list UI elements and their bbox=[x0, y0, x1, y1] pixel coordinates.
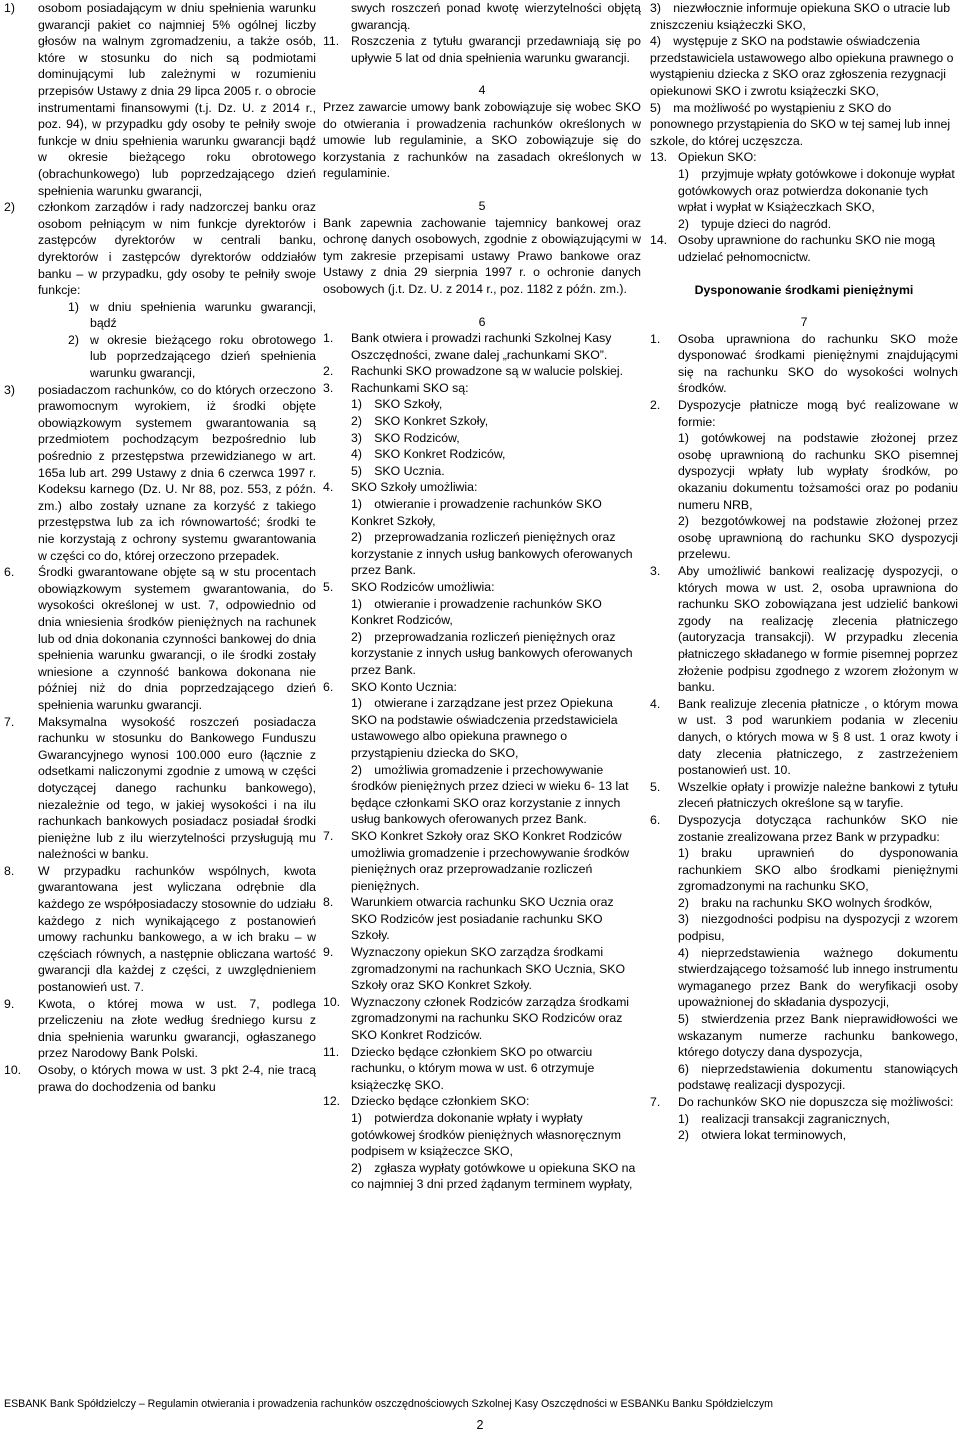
list-item bbox=[323, 1044, 641, 1094]
section-number: 6 bbox=[478, 314, 486, 329]
item-text: Kwota, o której mowa w ust. 7, podlega przeliczeniu na złote według średniego kursu z dnia spełnienia warunku gwarancji, ogłaszanego przez Narodowy Bank Polski. bbox=[38, 996, 316, 1061]
list-item bbox=[650, 812, 958, 1094]
sub-list-item: 1) potwierdza dokonanie wpłaty i wypłaty gotówkowej środków pieniężnych własnoręcznym podpisem w książeczce SKO, bbox=[351, 1111, 621, 1159]
page-footer: ESBANK Bank Spółdzielczy – Regulamin otwierania i prowadzenia rachunków oszczędnościowych Szkolnej Kasy Oszczędności w ESBANKu Banku Spółdzielczym bbox=[4, 1398, 773, 1410]
item-text: posiadaczom rachunków, co do których orzeczono prawomocnym wyrokiem, iż środki objęte obowiązkowym systemem gwarantowania są przedmiotem pochodzącym bezpośrednio lub pośrednio z przestępstwa przewidzianego w art. 165a lub art. 299 Ustawy z dnia 6 czerwca 1997 r. Kodeksu karnego (Dz. U. Nr 88, poz. 553, z późn. zm.) albo zostały uznane za korzyść z takiego przestępstwa lub za ich równowartość; środki te nie korzystają z ochrony systemu gwarantowania w części co do, której orzeczono przepadek. bbox=[38, 382, 316, 563]
item-number: 1) bbox=[68, 299, 79, 314]
item-text: Do rachunków SKO nie dopuszcza się możliwości: bbox=[678, 1095, 954, 1109]
list-item bbox=[650, 563, 958, 696]
item-text: Dziecko będące członkiem SKO: bbox=[351, 1094, 530, 1109]
item-text: W przypadku rachunków wspólnych, kwota gwarantowana jest wyliczana odrębnie dla każdego ze współposiadaczy stosownie do udziału każdego z nich wynikającego z postanowień umowy rachunku bankowego, a w ich braku – w częściach równych, a następnie obliczana wartość gwarancji dla każdej z części, z uwzględnieniem postanowień ust. 7. bbox=[38, 863, 316, 995]
sub-list-item bbox=[4, 332, 316, 382]
list-item bbox=[323, 479, 641, 579]
list-item bbox=[4, 1062, 316, 1095]
item-number: 2) bbox=[68, 332, 79, 347]
item-text: Rachunki SKO prowadzone są w walucie polskiej. bbox=[351, 364, 624, 379]
sub-list-item: 3) SKO Rodziców, bbox=[351, 430, 460, 445]
list-item bbox=[323, 944, 641, 994]
sub-list-item: 1) otwieranie i prowadzenie rachunków SKO Konkret Rodziców, bbox=[351, 596, 602, 628]
list-item bbox=[4, 564, 316, 713]
list-item bbox=[650, 149, 958, 232]
page-number: 2 bbox=[476, 1418, 484, 1432]
paragraph: Bank zapewnia zachowanie tajemnicy bankowej oraz ochronę danych osobowych, zgodnie z obowiązującymi w tym zakresie przepisami ustawy Prawo bankowe oraz Ustawy z dnia 29 sierpnia 1997 r. o ochronie danych osobowych (j.t. Dz. U. z 2014 r., poz. 1182 z późn. zm.). bbox=[323, 215, 641, 296]
sub-list-item: 5) ma możliwość po wystąpieniu z SKO do ponownego przystąpienia do SKO w tej samej lub innej szkole, do której uczęszcza. bbox=[650, 100, 951, 148]
list-item bbox=[650, 1094, 958, 1144]
item-number: 2. bbox=[650, 398, 661, 413]
item-number: 5. bbox=[650, 779, 661, 794]
item-text: SKO Konkret Szkoły oraz SKO Konkret Rodziców umożliwia gromadzenie i przechowywanie środków pieniężnych oraz przeprowadzanie rozliczeń pieniężnych. bbox=[351, 828, 630, 893]
item-number: 14. bbox=[650, 233, 668, 248]
list-item bbox=[650, 397, 958, 563]
sub-list-item: 4) nieprzedstawienia ważnego dokumentu stwierdzającego tożsamość lub innego instrumentu wymaganego przez Bank do weryfikacji osoby upoważnionej do składania dyspozycji, bbox=[678, 945, 958, 1010]
item-number: 8. bbox=[4, 863, 15, 878]
item-number: 9. bbox=[323, 945, 334, 960]
column-left bbox=[4, 0, 316, 1095]
item-number: 6. bbox=[650, 812, 661, 827]
section-heading: Dysponowanie środkami pieniężnymi bbox=[694, 282, 914, 297]
sub-list-item: 1) przyjmuje wpłaty gotówkowe i dokonuje wypłat gotówkowych oraz potwierdza dokonanie tych wpłat i wypłat w Książeczkach SKO, bbox=[678, 166, 955, 215]
item-number: 1. bbox=[323, 331, 334, 346]
item-text: SKO Konto Ucznia: bbox=[351, 679, 457, 694]
item-text: SKO Szkoły umożliwia: bbox=[351, 480, 478, 495]
list-item bbox=[323, 679, 641, 828]
item-text: Aby umożliwić bankowi realizację dyspozycji, o których mowa w ust. 2, osoba uprawniona do rachunku SKO zobowiązana jest udzielić bankowi zgody na realizację zlecenia płatniczego (autoryzacja transakcji). W przypadku zlecenia płatniczego składanego w formie pisemnej poprzez złożenie podpisu zgodnego z wzorem złożonym w banku. bbox=[678, 564, 958, 695]
sub-list-item: 3) niezgodności podpisu na dyspozycji z wzorem podpisu, bbox=[678, 912, 958, 944]
list-item bbox=[323, 33, 641, 66]
item-number: 11. bbox=[323, 1044, 340, 1059]
item-number: 10. bbox=[323, 994, 341, 1009]
item-number: 10. bbox=[4, 1063, 22, 1077]
paragraph: Przez zawarcie umowy bank zobowiązuje się wobec SKO do otwierania i prowadzenia rachunków określonych w umowie lub regulaminie, a SKO zobowiązuje się do korzystania z rachunków na zasadach określonych w regulaminie. bbox=[323, 99, 641, 181]
item-number: 5. bbox=[323, 580, 334, 594]
item-text: Dyspozycja dotycząca rachunków SKO nie zostanie zrealizowana przez Bank w przypadku: bbox=[678, 812, 958, 844]
item-text: Opiekun SKO: bbox=[678, 150, 757, 165]
item-number: 2) bbox=[4, 200, 15, 215]
list-item bbox=[4, 0, 316, 199]
sub-list-item: 3) niezwłocznie informuje opiekuna SKO o utracie lub zniszczeniu książeczki SKO, bbox=[650, 1, 951, 32]
list-item bbox=[323, 579, 641, 679]
item-number: 7. bbox=[650, 1095, 661, 1109]
sub-list-item: 2) bezgotówkowej na podstawie złożonej przez osobę uprawnioną do rachunku SKO dyspozycji przelewu. bbox=[678, 514, 958, 562]
sub-list-item: 1) realizacji transakcji zagranicznych, bbox=[678, 1111, 890, 1126]
list-item bbox=[323, 828, 641, 894]
item-text: Wyznaczony członek Rodziców zarządza środkami zgromadzonymi na rachunku SKO Rodziców oraz SKO Konkret Rodziców. bbox=[351, 994, 630, 1043]
sub-list-item: 4) SKO Konkret Rodziców, bbox=[351, 447, 506, 462]
item-number: 4. bbox=[650, 696, 661, 711]
item-number: 11. bbox=[323, 34, 340, 49]
item-text: osobom posiadającym w dniu spełnienia warunku gwarancji pakiet co najmniej 5% ogólnej liczby głosów na walnym zgromadzeniu, a także osób, które w stosunku do nich są podmiotami dominującymi lub zależnymi w rozumieniu przepisów Ustawy z dnia 29 lipca 2005 r. o obrocie instrumentami finansowymi (t.j. Dz. U. z 2014 r., poz. 94), w przypadku gdy osoby te pełniły swoje funkcje w dniu spełnienia warunku gwarancji bądź w okresie bieżącego roku obrotowego (obrachunkowego) lub poprzedzającego dzień spełnienia warunku gwarancji, bbox=[38, 1, 316, 198]
list-item bbox=[4, 714, 316, 863]
item-number: 1. bbox=[650, 331, 661, 346]
item-number: 7. bbox=[323, 828, 334, 843]
section-number: 7 bbox=[800, 315, 808, 330]
item-text: Środki gwarantowane objęte są w stu procentach obowiązkowym systemem gwarantowania, do wysokości określonej w ust. 7, odpowiednio od dnia wniesienia środków pieniężnych na rachunek lub od dnia dokonania czynności bankowej do dnia spełnienia warunku gwarancji, o ile środki zostały wniesione a czynność bankowa dokonana nie później niż do dnia poprzedzającego dzień spełnienia warunku gwarancji. bbox=[38, 565, 316, 712]
item-number: 6. bbox=[4, 565, 15, 580]
item-text: Wszelkie opłaty i prowizje należne bankowi z tytułu zleceń płatniczych określone są w taryfie. bbox=[678, 779, 958, 811]
item-text: w dniu spełnienia warunku gwarancji, bądź bbox=[90, 299, 316, 331]
item-text: członkom zarządów i rady nadzorczej banku oraz osobom pełniącym w nim funkcje dyrektorów i zastępców dyrektorów w centrali banku, dyrektorów i zastępców dyrektorów oddziałów banku – w przypadku, gdy osoby te pełniły swoje funkcje: bbox=[38, 200, 316, 298]
item-number: 1) bbox=[4, 1, 15, 15]
column-right bbox=[650, 0, 958, 1144]
list-item bbox=[323, 1093, 641, 1193]
sub-list-item: 1) otwieranie i prowadzenie rachunków SKO Konkret Szkoły, bbox=[351, 497, 602, 528]
sub-list-item: 1) SKO Szkoły, bbox=[351, 397, 443, 412]
item-text: swych roszczeń ponad kwotę wierzytelności objętą gwarancją. bbox=[351, 1, 641, 32]
sub-list-item: 5) SKO Ucznia. bbox=[351, 463, 445, 478]
list-item bbox=[4, 863, 316, 996]
item-text: Dyspozycje płatnicze mogą być realizowane w formie: bbox=[678, 398, 958, 429]
section-number: 4 bbox=[478, 83, 486, 98]
sub-list-item: 6) nieprzedstawienia dokumentu stanowiących podstawę realizacji dyspozycji. bbox=[678, 1061, 958, 1093]
list-item bbox=[650, 232, 958, 265]
item-text: Osoby, o których mowa w ust. 3 pkt 2-4, nie tracą prawa do dochodzenia od banku bbox=[38, 1063, 316, 1094]
item-text: Bank otwiera i prowadzi rachunki Szkolnej Kasy Oszczędności, zwane dalej „rachunkami SKO”. bbox=[351, 331, 612, 362]
item-number: 6. bbox=[323, 679, 334, 694]
list-item bbox=[650, 696, 958, 779]
sub-list-item: 1) otwierane i zarządzane jest przez Opiekuna SKO na podstawie oświadczenia przedstawiciela ustawowego albo opiekuna prawnego o przystąpieniu dziecka do SKO, bbox=[351, 696, 618, 760]
item-text: Roszczenia z tytułu gwarancji przedawniają się po upływie 5 lat od dnia spełnienia warunku gwarancji. bbox=[351, 34, 641, 65]
item-number: 2. bbox=[323, 364, 334, 379]
sub-list-item: 2) otwiera lokat terminowych, bbox=[678, 1128, 847, 1143]
sub-list-item: 2) SKO Konkret Szkoły, bbox=[351, 414, 489, 429]
item-text: SKO Rodziców umożliwia: bbox=[351, 580, 495, 594]
item-number: 7. bbox=[4, 714, 15, 729]
item-number: 13. bbox=[650, 150, 668, 165]
list-item bbox=[323, 894, 641, 944]
list-item bbox=[323, 330, 641, 363]
item-text: Rachunkami SKO są: bbox=[351, 380, 469, 395]
list-item bbox=[4, 382, 316, 565]
sub-list-item: 5) stwierdzenia przez Bank nieprawidłowości we wskazanym numerze rachunku bankowego, którego dotyczy dana dyspozycja, bbox=[678, 1012, 958, 1060]
list-item bbox=[650, 779, 958, 812]
item-text: w okresie bieżącego roku obrotowego lub poprzedzającego dzień spełnienia warunku gwarancji, bbox=[90, 332, 316, 381]
item-text: Dziecko będące członkiem SKO po otwarciu rachunku, o którym mowa w ust. 6 otrzymuje książeczkę SKO. bbox=[351, 1044, 595, 1092]
item-text: Wyznaczony opiekun SKO zarządza środkami zgromadzonymi na rachunkach SKO Ucznia, SKO Szkoły oraz SKO Konkret Szkoły. bbox=[351, 945, 626, 993]
sub-list-item: 2) przeprowadzania rozliczeń pieniężnych oraz korzystanie z innych usług bankowych oferowanych przez Bank. bbox=[351, 530, 633, 578]
list-item bbox=[4, 199, 316, 299]
list-item bbox=[650, 331, 958, 397]
item-number: 9. bbox=[4, 996, 15, 1011]
list-item bbox=[323, 363, 641, 380]
continuation-text bbox=[323, 0, 641, 33]
item-number: 3) bbox=[4, 382, 15, 397]
sub-list-item: 4) występuje z SKO na podstawie oświadczenia przedstawiciela ustawowego albo opiekuna prawnego o wystąpieniu dziecka z SKO oraz zgłoszenia rezygnacji opiekunowi SKO i zwrotu książeczki SKO, bbox=[650, 34, 954, 98]
item-number: 3. bbox=[650, 564, 661, 578]
item-text: Osoby uprawnione do rachunku SKO nie mogą udzielać pełnomocnictw. bbox=[678, 233, 936, 264]
item-number: 8. bbox=[323, 895, 334, 910]
sub-list-item: 1) braku uprawnień do dysponowania rachunkiem SKO albo środkami pieniężnymi zgromadzonymi na rachunku SKO, bbox=[678, 846, 958, 894]
list-item bbox=[323, 380, 641, 480]
item-text: Osoba uprawniona do rachunku SKO może dysponować środkami pieniężnymi znajdującymi się na rachunku SKO do wysokości wolnych środków. bbox=[678, 331, 958, 396]
column-middle bbox=[323, 0, 641, 1193]
item-text: Maksymalna wysokość roszczeń posiadacza rachunku w stosunku do Bankowego Funduszu Gwarancyjnego wynosi 100.000 euro (łącznie z odsetkami naliczonymi zgodnie z umową w części dotyczącej danego rachunku bankowego), niezależnie od tego, w jakiej wysokości i na ilu rachunkach bankowych posiadacz posiadał środki pieniężne lub z ilu wierzytelności przysługują mu należności w banku. bbox=[38, 714, 316, 862]
list-item bbox=[323, 994, 641, 1044]
item-number: 4. bbox=[323, 480, 334, 495]
item-text: Warunkiem otwarcia rachunku SKO Ucznia oraz SKO Rodziców jest posiadanie rachunku SKO Szkoły. bbox=[351, 895, 614, 943]
sub-list-item: 2) umożliwia gromadzenie i przechowywanie środków pieniężnych przez dzieci w wieku 6- 13 lat będące członkami SKO oraz korzystanie z innych usług bankowych oferowanych przez Bank. bbox=[351, 762, 629, 827]
sub-list-item: 2) typuje dzieci do nagród. bbox=[678, 216, 832, 231]
item-number: 3. bbox=[323, 380, 334, 395]
sub-list-item: 2) braku na rachunku SKO wolnych środków, bbox=[678, 895, 933, 910]
list-item bbox=[4, 996, 316, 1062]
sub-list-item: 2) przeprowadzania rozliczeń pieniężnych oraz korzystanie z innych usług bankowych oferowanych przez Bank. bbox=[351, 629, 633, 677]
section-number: 5 bbox=[478, 198, 486, 213]
sub-list-item: 2) zgłasza wypłaty gotówkowe u opiekuna SKO na co najmniej 3 dni przed żądanym terminem wypłaty, bbox=[351, 1160, 636, 1192]
item-text: Bank realizuje zlecenia płatnicze , o którym mowa w ust. 3 pod warunkiem podania w zleceniu danych, o których mowa w § 8 ust. 1 oraz kwoty i daty zlecenia płatniczego, z zastrzeżeniem postanowień ust. 10. bbox=[678, 696, 958, 778]
sub-list-item bbox=[4, 299, 316, 332]
item-number: 12. bbox=[323, 1094, 341, 1109]
sub-list-item: 1) gotówkowej na podstawie złożonej przez osobę uprawnioną do rachunku SKO pisemnej dyspozycji wpłaty lub wypłaty środków, po okazaniu dokumentu tożsamości oraz po podaniu numeru NRB, bbox=[678, 431, 958, 512]
